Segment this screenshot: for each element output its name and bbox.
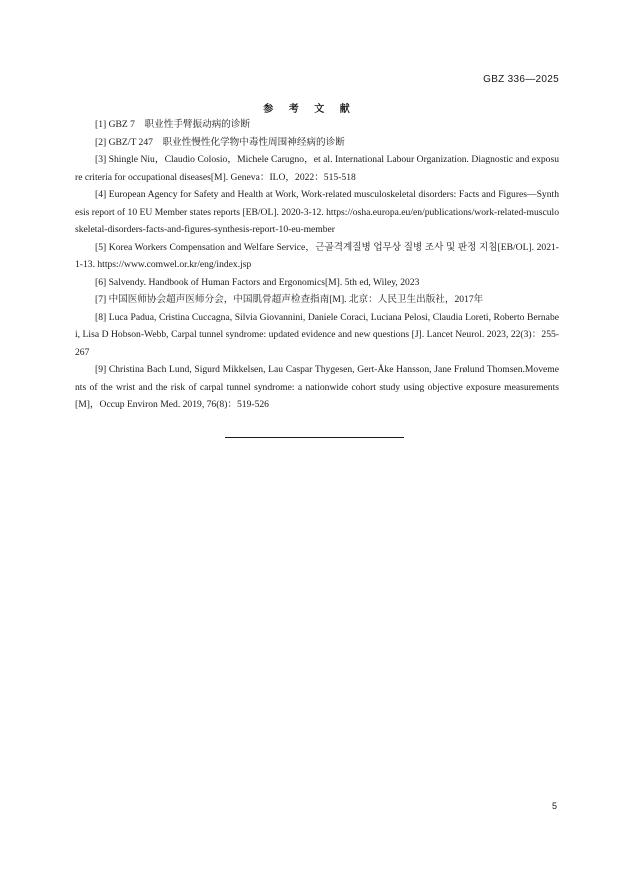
standard-code: GBZ 336—2025	[483, 74, 559, 85]
reference-item-6: [6] Salvendy. Handbook of Human Factors and Ergonomics[M]. 5th ed, Wiley, 2023	[95, 276, 420, 288]
page-number: 5	[551, 801, 557, 811]
reference-item-2: [2] GBZ/T 247 职业性慢性化学物中毒性周围神经病的诊断	[95, 136, 345, 148]
reference-item-3: [3] Shingle Niu，Claudio Colosio，Michele Carugno，et al. International Labour Organization. Diagnostic and exposure criteria for occupational diseases[M]. Geneva：ILO，2022：515-518	[75, 154, 559, 183]
reference-item-4: [4] European Agency for Safety and Health at Work, Work-related musculoskeletal disorders: Facts and Figures—Synthesis report of 10 EU Member states reports [EB/OL]. 2020-3-12. https://osha.europa.eu/en/publications/work-related-musculoskeletal-disorders-facts-and-figures-synthesis-report-10-eu-member	[75, 189, 559, 235]
reference-item-8: [8] Luca Padua, Cristina Cuccagna, Silvia Giovannini, Daniele Coraci, Luciana Pelosi, Claudia Loreti, Roberto Bernabei, Lisa D Hobson-Webb, Carpal tunnel syndrome: updated evidence and new questions [J]. Lancet Neurol. 2023, 22(3)：255-267	[75, 311, 559, 358]
references-heading: 参 考 文 献	[263, 104, 356, 115]
reference-item-7: [7] 中国医师协会超声医师分会，中国肌骨超声检查指南[M]. 北京：人民卫生出版社，2017年	[95, 294, 484, 305]
reference-item-1: [1] GBZ 7 职业性手臂振动病的诊断	[95, 119, 251, 130]
reference-item-9: [9] Christina Bach Lund, Sigurd Mikkelsen, Lau Caspar Thygesen, Gert-Åke Hansson, Jane Frølund Thomsen.Movements of the wrist and the risk of carpal tunnel syndrome: a nationwide cohort study using objective exposure measurements [M]，Occup Environ Med. 2019, 76(8)：519-526	[75, 364, 559, 410]
reference-list	[75, 116, 559, 414]
end-of-document-rule	[225, 437, 404, 438]
reference-item-5: [5] Korea Workers Compensation and Welfare Service，근골격계질병 업무상 질병 조사 및 판정 지침[EB/OL]. 2021-1-13. https://www.comwel.or.kr/eng/index.jsp	[75, 241, 559, 270]
